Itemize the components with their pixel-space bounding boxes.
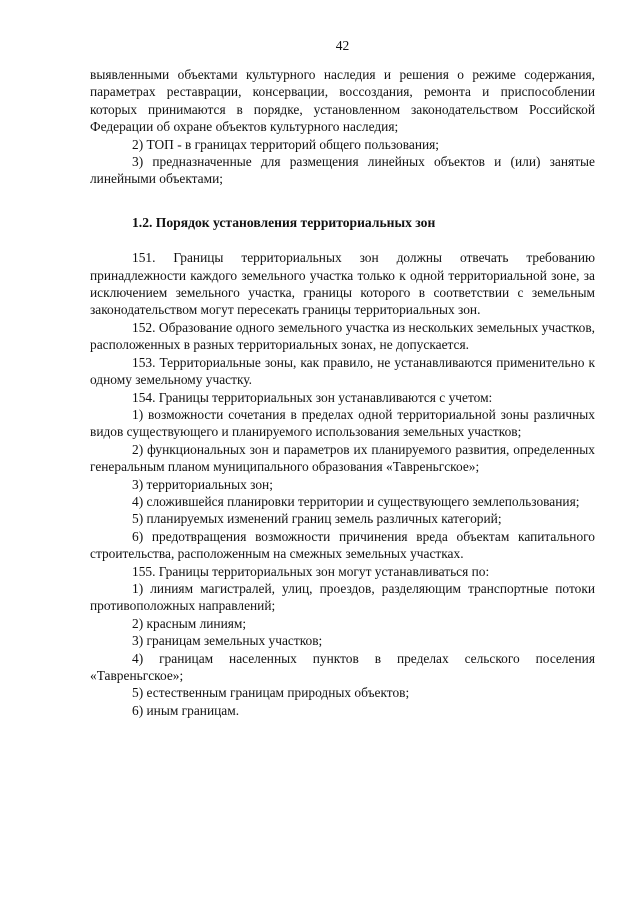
list-item: 5) планируемых изменений границ земель различных категорий; — [132, 511, 502, 527]
list-item: 4) границам населенных пунктов в пределах сельского поселения «Тавреньгское»; — [90, 650, 595, 683]
paragraph-153: 153. Территориальные зоны, как правило, не устанавливаются применительно к одному земельному участку. — [90, 354, 595, 388]
document-body — [90, 66, 595, 719]
list-item: 2) красным линиям; — [132, 615, 247, 631]
list-item: 1) возможности сочетания в пределах одной территориальной зоны различных видов существующего и планируемого использования земельных участков; — [90, 406, 595, 440]
paragraph-152: 152. Образование одного земельного участка из нескольких земельных участков, расположенных в разных территориальных зонах, не допускается. — [90, 319, 595, 353]
paragraph-154: 154. Границы территориальных зон устанавливаются с учетом: — [132, 389, 493, 405]
paragraph-155: 155. Границы территориальных зон могут устанавливаться по: — [132, 563, 490, 579]
list-item: 3) территориальных зон; — [132, 476, 273, 492]
list-item: 3) предназначенные для размещения линейных объектов и (или) занятые линейными объектами; — [90, 154, 595, 187]
list-item: 1) линиям магистралей, улиц, проездов, разделяющим транспортные потоки противоположных направлений; — [90, 580, 595, 614]
section-heading: 1.2. Порядок установления территориальных зон — [132, 214, 436, 230]
list-item: 2) функциональных зон и параметров их планируемого развития, определенных генеральным планом муниципального образования «Тавреньгское»; — [90, 441, 595, 475]
paragraph-151: 151. Границы территориальных зон должны отвечать требованию принадлежности каждого земельного участка только к одной территориальной зоне, за исключением земельного участка, границы которого в соответствии с земельным законодательством могут пересекать границы территориальных зон. — [90, 250, 595, 318]
paragraph: выявленными объектами культурного наследия и решения о режиме содержания, параметрах реставрации, консервации, воссоздания, ремонта и приспособлении которых принимаются в порядке, установленном законодательством Российской Федерации об охране объектов культурного наследия; — [90, 67, 595, 135]
list-item: 5) естественным границам природных объектов; — [132, 685, 410, 701]
document-page — [90, 0, 595, 905]
list-item: 2) ТОП - в границах территорий общего пользования; — [132, 136, 440, 152]
list-item: 6) иным границам. — [132, 702, 240, 718]
list-item: 6) предотвращения возможности причинения вреда объектам капитального строительства, расположенным на смежных земельных участках. — [90, 528, 595, 562]
list-item: 3) границам земельных участков; — [132, 633, 323, 649]
list-item: 4) сложившейся планировки территории и существующего землепользования; — [132, 493, 580, 509]
page-number: 42 — [335, 38, 350, 53]
